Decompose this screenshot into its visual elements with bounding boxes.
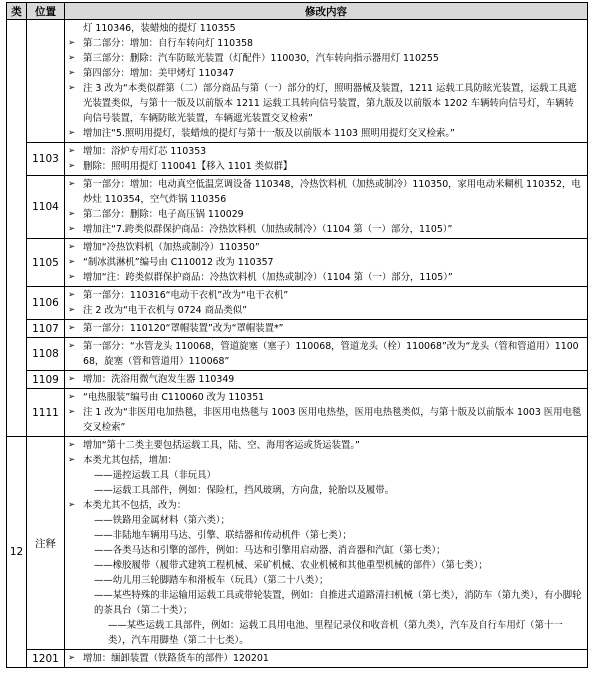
line-text: 增加“第十二类主要包括运载工具，陆、空、海用客运或货运装置。”	[83, 440, 360, 451]
arrow-bullet-icon: ➢	[68, 374, 76, 384]
arrow-bullet-icon: ➢	[68, 440, 76, 450]
line-text: ——非陆地车辆用马达、引擎、联结器和传动机件（第七类）；	[94, 530, 352, 541]
content-line	[68, 453, 583, 468]
line-text: ——运载工具部件，例如：保险杠，挡风玻璃，方向盘，轮胎以及履带。	[94, 485, 395, 496]
arrow-bullet-icon: ➢	[68, 38, 76, 48]
line-text: 第三部分：删除：汽车防眩光装置（灯配件）110030，汽车转向指示器用灯 110255	[83, 53, 439, 64]
content-line	[68, 21, 583, 36]
content-line	[68, 372, 583, 387]
line-text: 第一部分：“水管龙头 110068，管道旋塞（塞子）110068，管道龙头（栓）110068”改为“龙头（管和管道用）110068，旋塞（管和管道用）110068”	[83, 341, 579, 367]
arrow-bullet-icon: ➢	[68, 392, 76, 402]
arrow-bullet-icon: ➢	[68, 407, 76, 417]
line-text: 第一部分：110316“电动干衣机”改为“电干衣机”	[83, 290, 289, 301]
table-row	[7, 389, 588, 437]
class-cell: 12	[7, 437, 27, 668]
table-row	[7, 20, 588, 143]
table-body	[7, 20, 588, 668]
position-cell: 1105	[27, 239, 65, 287]
header-class: 类	[7, 3, 27, 20]
arrow-bullet-icon: ➢	[68, 209, 76, 219]
line-text: 注 2 改为“电干衣机与 0724 商品类似”	[83, 305, 247, 316]
content-line	[68, 144, 583, 159]
position-cell: 1111	[27, 389, 65, 437]
content-line	[68, 36, 583, 51]
content-line	[68, 126, 583, 141]
content-line	[68, 405, 583, 435]
arrow-bullet-icon: ➢	[68, 272, 76, 282]
content-line	[68, 159, 583, 174]
line-text: 注 3 改为“本类似群第（二）部分商品与第（一）部分的灯，照明器械及装置，1211 运载工具防眩光装置，运载工具遮光装置类似，与第十一版及以前版本 1211 运载工具转向信号装置，第九版及以前版本 1202 车辆转向信号灯，车辆转向信号装置，车辆防眩光装置，车辆遮光装置交叉检索”	[83, 83, 577, 124]
position-cell: 1109	[27, 371, 65, 389]
content-line	[68, 222, 583, 237]
position-cell: 1104	[27, 176, 65, 239]
line-text: 第四部分：增加：美甲烤灯 110347	[83, 68, 235, 79]
line-text: 删除：照明用提灯 110041【移入 1101 类似群】	[83, 161, 293, 172]
line-text: 增加“注：跨类似群保护商品：冷热饮料机（加热或制冷）（1104 第（一）部分，1105）”	[83, 272, 453, 283]
content-line	[68, 270, 583, 285]
line-text: 第二部分：删除：电子高压锅 110029	[83, 209, 244, 220]
table-row	[7, 338, 588, 371]
table-header-row	[7, 3, 588, 20]
content-line	[68, 528, 583, 543]
arrow-bullet-icon: ➢	[68, 224, 76, 234]
content-line	[68, 438, 583, 453]
content-line	[68, 468, 583, 483]
content-line	[68, 321, 583, 336]
content-line	[68, 483, 583, 498]
line-text: 灯 110346，装蜡烛的提灯 110355	[83, 23, 236, 34]
content-line	[68, 288, 583, 303]
content-line	[68, 651, 583, 666]
position-cell: 1108	[27, 338, 65, 371]
content-line	[68, 303, 583, 318]
arrow-bullet-icon: ➢	[68, 161, 76, 171]
table-row	[7, 320, 588, 338]
position-cell: 注释	[27, 437, 65, 650]
content-line	[68, 390, 583, 405]
content-line	[68, 51, 583, 66]
arrow-bullet-icon: ➢	[68, 146, 76, 156]
header-position: 位置	[27, 3, 65, 20]
arrow-bullet-icon: ➢	[68, 653, 76, 663]
line-text: ——某些特殊的非运输用运载工具或带轮装置，例如：自推进式道路清扫机械（第七类），消防车（第九类），有小脚轮的茶具台（第二十类）；	[94, 590, 582, 616]
table-row	[7, 239, 588, 287]
line-text: ——某些运载工具部件，例如：运载工具用电池、里程记录仪和收音机（第九类），汽车及自行车用灯（第十一类），汽车用脚垫（第二十七类）。	[108, 620, 563, 646]
content-cell	[65, 650, 588, 668]
content-cell	[65, 287, 588, 320]
content-line	[68, 558, 583, 573]
arrow-bullet-icon: ➢	[68, 257, 76, 267]
line-text: ——遥控运载工具（非玩具）	[94, 470, 216, 481]
table-row	[7, 371, 588, 389]
line-text: 增加注“5.照明用提灯，装蜡烛的提灯与第十一版及以前版本 1103 照明用提灯交叉检索。”	[83, 128, 455, 139]
line-text: “电热服装”编号由 C110060 改为 110351	[83, 392, 265, 403]
content-line	[68, 66, 583, 81]
content-cell	[65, 371, 588, 389]
position-cell: 1107	[27, 320, 65, 338]
content-line	[68, 618, 583, 648]
content-line	[68, 255, 583, 270]
arrow-bullet-icon: ➢	[68, 128, 76, 138]
position-cell: 1103	[27, 143, 65, 176]
line-text: 增加注“7.跨类似群保护商品：冷热饮料机（加热或制冷）（1104 第（一）部分，1105）”	[83, 224, 453, 235]
table-row	[7, 437, 588, 650]
content-line	[68, 588, 583, 618]
arrow-bullet-icon: ➢	[68, 290, 76, 300]
arrow-bullet-icon: ➢	[68, 68, 76, 78]
content-line	[68, 543, 583, 558]
content-line	[68, 498, 583, 513]
content-line	[68, 207, 583, 222]
arrow-bullet-icon: ➢	[68, 242, 76, 252]
line-text: 第二部分：增加：自行车转向灯 110358	[83, 38, 254, 49]
arrow-bullet-icon: ➢	[68, 500, 76, 510]
line-text: “制冰淇淋机”编号由 C110012 改为 110357	[83, 257, 274, 268]
content-cell	[65, 437, 588, 650]
position-cell	[27, 20, 65, 143]
table-row	[7, 143, 588, 176]
line-text: 本类尤其包括，增加：	[83, 455, 177, 466]
table-row	[7, 287, 588, 320]
line-text: 本类尤其不包括，改为：	[83, 500, 187, 511]
line-text: ——幼儿用三轮脚踏车和滑板车（玩具）（第二十八类）；	[94, 575, 329, 586]
content-line	[68, 573, 583, 588]
line-text: ——铁路用金属材料（第六类）；	[94, 515, 230, 526]
line-text: ——橡胶履带（履带式建筑工程机械、采矿机械、农业机械和其他重型机械的部件）（第七类）；	[94, 560, 488, 571]
content-cell	[65, 143, 588, 176]
line-text: 增加：洗浴用微气泡发生器 110349	[83, 374, 235, 385]
content-cell	[65, 338, 588, 371]
content-cell	[65, 389, 588, 437]
revision-table	[6, 2, 588, 668]
content-line	[68, 240, 583, 255]
line-text: ——各类马达和引擎的部件，例如：马达和引擎用启动器、消音器和汽缸（第七类）；	[94, 545, 446, 556]
arrow-bullet-icon: ➢	[68, 341, 76, 351]
arrow-bullet-icon: ➢	[68, 455, 76, 465]
line-text: 第一部分：110120“罩帽装置”改为“罩帽装置*”	[83, 323, 284, 334]
content-cell	[65, 239, 588, 287]
position-cell: 1106	[27, 287, 65, 320]
position-cell: 1201	[27, 650, 65, 668]
arrow-bullet-icon: ➢	[68, 305, 76, 315]
arrow-bullet-icon: ➢	[68, 179, 76, 189]
line-text: 增加“冷热饮料机（加热或制冷）110350”	[83, 242, 260, 253]
content-cell	[65, 20, 588, 143]
arrow-bullet-icon: ➢	[68, 83, 76, 93]
content-cell	[65, 176, 588, 239]
line-text: 注 1 改为“非医用电加热毯，非医用电热毯与 1003 医用电热垫，医用电热毯类似，与第十版及以前版本 1003 医用电毯交叉检索”	[83, 407, 582, 433]
header-content: 修改内容	[65, 3, 588, 20]
arrow-bullet-icon: ➢	[68, 323, 76, 333]
content-line	[68, 513, 583, 528]
arrow-bullet-icon: ➢	[68, 53, 76, 63]
table-row	[7, 176, 588, 239]
content-line	[68, 81, 583, 126]
line-text: 增加：缅卸装置（铁路货车的部件）120201	[83, 653, 269, 664]
content-cell	[65, 320, 588, 338]
content-line	[68, 177, 583, 207]
table-row	[7, 650, 588, 668]
line-text: 增加：浴炉专用灯芯 110353	[83, 146, 207, 157]
line-text: 第一部分：增加：电动真空低温烹调设备 110348，冷热饮料机（加热或制冷）110350，家用电动米糊机 110352，电炒灶 110354，空气炸锅 110356	[83, 179, 581, 205]
content-line	[68, 339, 583, 369]
class-cell	[7, 20, 27, 437]
